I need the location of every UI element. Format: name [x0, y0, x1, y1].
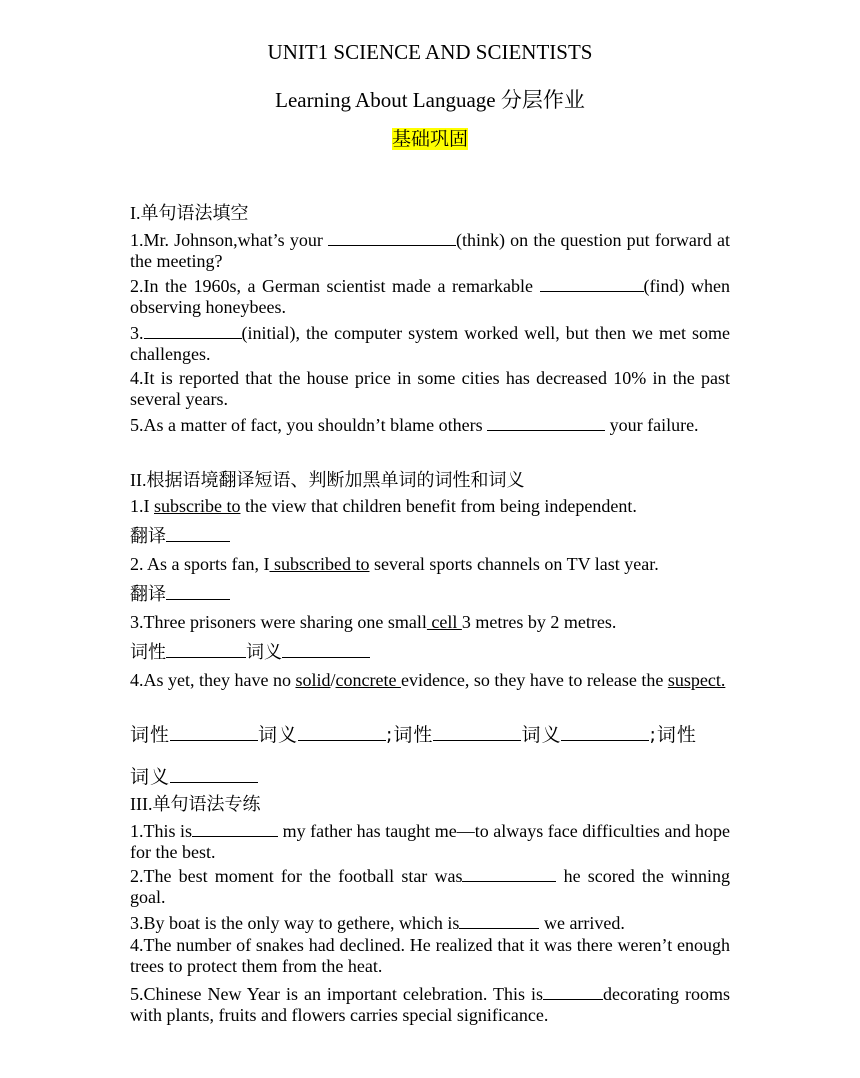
s2-q1-translate-line — [130, 522, 230, 548]
section1-title: 单句语法填空 — [140, 203, 249, 224]
s2-q4-word-solid: solid — [295, 670, 331, 690]
s2-q4-separator: / — [330, 670, 336, 690]
s1-q2-text-a: 2.In the 1960s, a German scientist made a remarkable — [130, 276, 540, 296]
s3-q1-blank[interactable] — [192, 820, 278, 837]
section3-heading — [130, 790, 260, 816]
section2-title: 根据语境翻译短语、判断加黑单词的词性和词义 — [146, 470, 525, 491]
s3-q3-text-a: 3.By boat is the only way to gethere, which is — [130, 913, 460, 933]
s1-q3-text-b: (initial), the computer system worked well, but then we met some challenges. — [130, 323, 730, 364]
s2-q4-meaning1-blank[interactable] — [298, 724, 386, 741]
s2-q1-text-b: the view that children benefit from being independent. — [240, 496, 637, 516]
s3-q1-text-b: my father has taught me—to always face difficulties and hope for the best. — [130, 821, 730, 862]
s2-q4-text-b: evidence, so they have to release the — [400, 670, 668, 690]
s2-q4-meaning3-label: 词义 — [130, 766, 171, 788]
s2-q4-word-concrete: concrete — [335, 670, 401, 690]
section2-heading — [130, 466, 525, 492]
s2-q4-answer-line-2 — [130, 762, 258, 789]
section1-number: I. — [130, 203, 141, 223]
s2-q4-word-suspect: suspect. — [667, 670, 726, 690]
s3-q5-blank[interactable] — [543, 983, 603, 1000]
s1-question-2 — [130, 275, 730, 318]
s2-q1-phrase: subscribe to — [154, 496, 241, 516]
section2-number: II. — [130, 470, 147, 490]
s3-q3-text-b: we arrived. — [539, 913, 625, 933]
s3-q3-blank[interactable] — [459, 912, 539, 929]
unit-title: UNIT1 SCIENCE AND SCIENTISTS — [267, 40, 593, 64]
s2-q2-phrase: subscribed to — [269, 554, 370, 574]
s1-q2-blank[interactable] — [540, 275, 644, 292]
s2-q2-text-b: several sports channels on TV last year. — [369, 554, 659, 574]
s2-question-2 — [130, 554, 730, 575]
s2-q2-translate-blank[interactable] — [166, 583, 230, 600]
s2-q3-text-a: 3.Three prisoners were sharing one small — [130, 612, 427, 632]
s1-q3-blank[interactable] — [144, 322, 242, 339]
s1-q1-text-a: 1.Mr. Johnson,what’s your — [130, 230, 329, 250]
s2-question-3 — [130, 612, 730, 633]
section1-heading — [130, 199, 249, 225]
section3-title: 单句语法专练 — [152, 794, 261, 815]
s3-q1-text-a: 1.This is — [130, 821, 193, 841]
s3-question-4: 4.The number of snakes had declined. He realized that it was there weren’t enough trees to protect them from the heat. — [130, 935, 730, 976]
s2-q3-text-b: 3 metres by 2 metres. — [461, 612, 617, 632]
s3-q2-blank[interactable] — [462, 865, 556, 882]
s2-q4-pos1-label: 词性 — [130, 724, 171, 746]
s1-q5-text-b: your failure. — [605, 415, 699, 435]
s3-q5-text-b: decorating rooms with plants, fruits and flowers carries special significance. — [130, 984, 730, 1025]
s1-question-4: 4.It is reported that the house price in some cities has decreased 10% in the past several years. — [130, 368, 730, 409]
s1-question-3 — [130, 322, 730, 365]
s2-q4-meaning1-label: 词义 — [258, 724, 299, 746]
s2-q4-pos1-blank[interactable] — [170, 724, 258, 741]
s2-q4-pos2-label: ;词性 — [386, 724, 434, 746]
s3-q5-text-a: 5.Chinese New Year is an important celebration. This is — [130, 984, 544, 1004]
s3-q2-text-b: he scored the winning goal. — [130, 866, 730, 907]
s2-q3-word: cell — [426, 612, 462, 632]
section3-number: III. — [130, 794, 153, 814]
s1-q2-text-b: (find) when observing honeybees. — [130, 276, 730, 317]
s3-question-3 — [130, 912, 730, 934]
s2-q2-translate-line — [130, 580, 230, 606]
s2-q1-translate-label: 翻译 — [130, 526, 166, 547]
s3-question-5 — [130, 983, 730, 1026]
s3-question-1 — [130, 820, 730, 863]
s2-q4-pos3-label: ;词性 — [649, 724, 697, 746]
s3-q2-text-a: 2.The best moment for the football star was — [130, 866, 463, 886]
s1-q3-text-a: 3. — [130, 323, 144, 343]
s2-q1-text-a: 1.I — [130, 496, 154, 516]
s2-q4-meaning2-label: 词义 — [521, 724, 562, 746]
level-heading — [0, 124, 860, 151]
s2-q4-pos2-blank[interactable] — [433, 724, 521, 741]
s1-q5-blank[interactable] — [487, 414, 605, 431]
level-label-highlight: 基础巩固 — [391, 128, 468, 150]
s2-q3-meaning-blank[interactable] — [282, 641, 370, 658]
s2-q2-text-a: 2. As a sports fan, I — [130, 554, 270, 574]
s2-q3-pos-blank[interactable] — [166, 641, 246, 658]
s2-q4-answer-line-1 — [130, 720, 697, 747]
s1-q1-text-b: (think) on the question put forward at the meeting? — [130, 230, 730, 271]
s2-q1-translate-blank[interactable] — [166, 525, 230, 542]
s1-q5-text-a: 5.As a matter of fact, you shouldn’t blame others — [130, 415, 488, 435]
s2-q4-meaning2-blank[interactable] — [561, 724, 649, 741]
s1-q1-blank[interactable] — [328, 229, 456, 246]
s2-q3-answer-line — [130, 638, 370, 664]
s1-question-5 — [130, 414, 730, 436]
s1-question-1 — [130, 229, 730, 272]
s2-question-4 — [130, 670, 730, 691]
s3-question-2 — [130, 865, 730, 908]
s2-question-1 — [130, 496, 730, 517]
s2-q4-meaning3-blank[interactable] — [170, 766, 258, 783]
s2-q2-translate-label: 翻译 — [130, 584, 166, 605]
s2-q3-pos-label: 词性 — [130, 642, 166, 663]
s2-q4-text-a: 4.As yet, they have no — [130, 670, 296, 690]
lesson-subtitle: Learning About Language 分层作业 — [275, 88, 585, 112]
s2-q3-meaning-label: 词义 — [246, 642, 282, 663]
